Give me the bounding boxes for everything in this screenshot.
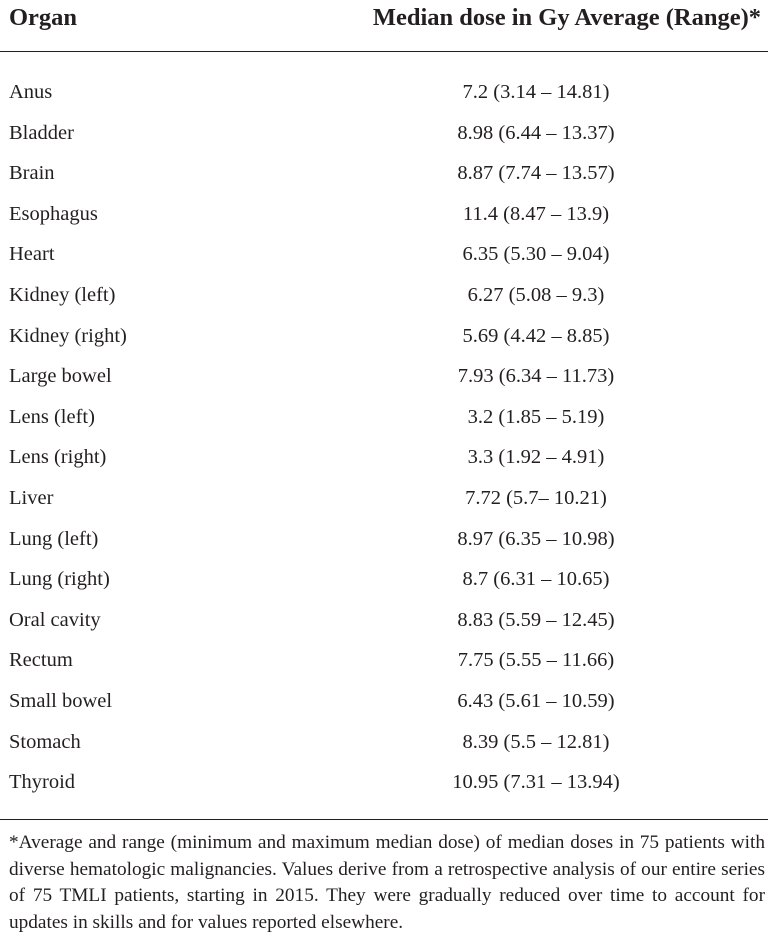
organ-cell: Lung (right) (9, 568, 110, 591)
table-row (0, 600, 772, 641)
organ-cell: Lung (left) (9, 527, 99, 550)
organ-cell: Lens (right) (9, 446, 107, 469)
table-row (0, 275, 772, 316)
table-row (0, 72, 772, 113)
organ-cell: Esophagus (9, 202, 98, 225)
organ-cell: Large bowel (9, 365, 112, 388)
table-row (0, 722, 772, 763)
footer-divider (0, 819, 768, 820)
table-row (0, 681, 772, 722)
dose-cell: 8.98 (6.44 – 13.37) (457, 121, 615, 144)
organ-cell: Brain (9, 162, 55, 185)
dose-cell: 8.39 (5.5 – 12.81) (462, 730, 610, 753)
table-row (0, 356, 772, 397)
organ-cell: Lens (left) (9, 405, 95, 428)
organ-cell: Thyroid (9, 771, 76, 794)
organ-cell: Oral cavity (9, 608, 101, 631)
header-organ: Organ (9, 4, 78, 31)
organ-cell: Liver (9, 486, 54, 509)
dose-cell: 6.43 (5.61 – 10.59) (457, 689, 615, 712)
table-header (0, 0, 772, 52)
table-row (0, 316, 772, 357)
table-body (0, 72, 772, 803)
dose-cell: 11.4 (8.47 – 13.9) (462, 202, 610, 225)
table-row (0, 397, 772, 438)
table-row (0, 153, 772, 194)
dose-cell: 8.83 (5.59 – 12.45) (457, 608, 615, 631)
header-median-dose: Median dose in Gy Average (Range)* (372, 4, 761, 31)
table-row (0, 640, 772, 681)
table-row (0, 194, 772, 235)
table-row (0, 437, 772, 478)
table-row (0, 762, 772, 803)
table-row (0, 519, 772, 560)
table-row (0, 234, 772, 275)
dose-cell: 7.93 (6.34 – 11.73) (457, 365, 615, 388)
dose-cell: 7.2 (3.14 – 14.81) (462, 81, 610, 103)
dose-cell: 6.27 (5.08 – 9.3) (467, 283, 605, 306)
table-row (0, 113, 772, 154)
table-footnote: *Average and range (minimum and maximum median dose) of median doses in 75 patients with diverse hematologic malignancies. Values derive from a retrospective analysis of our entire series of 75 TMLI patients, starting in 2015. They were gradually reduced over time to account for updates in skills and for values reported elsewhere. (9, 832, 765, 933)
dose-cell: 3.3 (1.92 – 4.91) (467, 446, 605, 469)
table-row (0, 559, 772, 600)
organ-cell: Bladder (9, 121, 74, 144)
dose-cell: 10.95 (7.31 – 13.94) (452, 771, 620, 794)
organ-cell: Kidney (right) (9, 324, 127, 347)
dose-cell: 7.72 (5.7– 10.21) (465, 486, 607, 509)
organ-cell: Heart (9, 243, 55, 266)
dose-cell: 6.35 (5.30 – 9.04) (462, 243, 610, 266)
dose-cell: 8.87 (7.74 – 13.57) (457, 162, 615, 185)
organ-cell: Anus (9, 81, 53, 103)
dose-cell: 3.2 (1.85 – 5.19) (467, 405, 605, 428)
header-divider (0, 51, 768, 52)
table-row (0, 478, 772, 519)
dose-cell: 8.7 (6.31 – 10.65) (462, 568, 610, 591)
dose-cell: 8.97 (6.35 – 10.98) (457, 527, 615, 550)
dose-cell: 5.69 (4.42 – 8.85) (462, 324, 610, 347)
organ-cell: Kidney (left) (9, 283, 116, 306)
organ-cell: Small bowel (9, 689, 113, 712)
organ-cell: Stomach (9, 730, 81, 753)
organ-cell: Rectum (9, 649, 73, 672)
dose-cell: 7.75 (5.55 – 11.66) (457, 649, 615, 672)
